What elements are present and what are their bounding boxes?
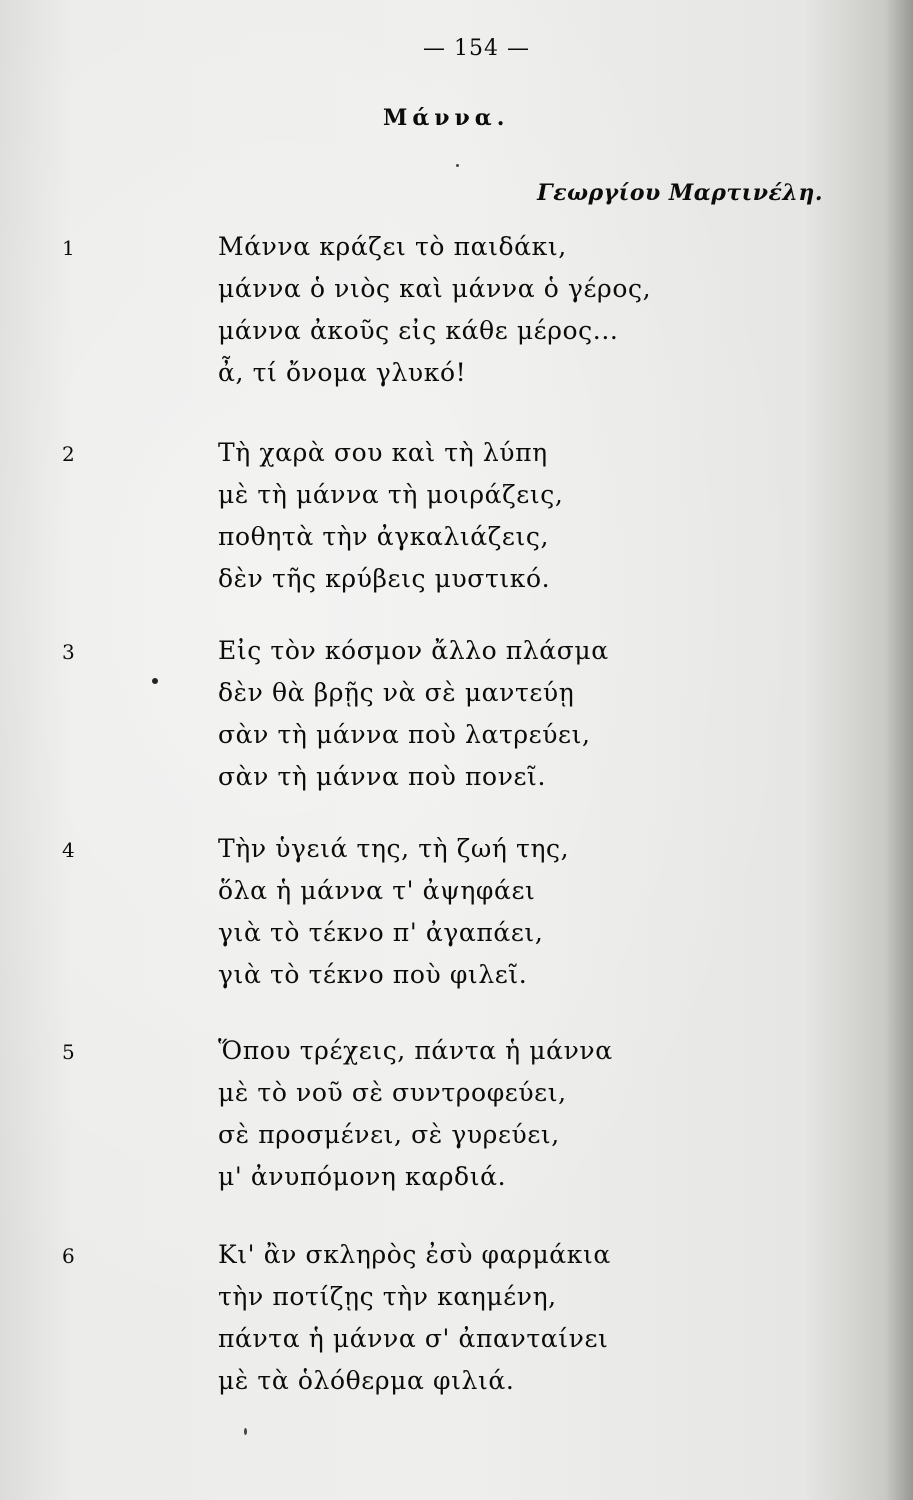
stanza-number: 5	[62, 1040, 75, 1064]
poem-title: Μάννα.	[383, 105, 510, 131]
verse-line: Ὅπου τρέχεις, πάντα ἡ μάννα	[218, 1036, 613, 1065]
verse-line: δὲν τῆς κρύβεις μυστικό.	[218, 564, 551, 593]
verse-line: Μάννα κράζει τὸ παιδάκι,	[218, 232, 567, 261]
verse-line: σὰν τὴ μάννα ποὺ λατρεύει,	[218, 720, 591, 749]
verse-line: Κι' ἂν σκληρὸς ἐσὺ φαρμάκια	[218, 1240, 611, 1269]
verse-line: μὲ τὴ μάννα τὴ μοιράζεις,	[218, 480, 564, 509]
verse-line: μ' ἀνυπόμονη καρδιά.	[218, 1162, 507, 1191]
stanza-number: 3	[62, 640, 75, 664]
page-number	[0, 36, 913, 61]
verse-line: Τὴ χαρὰ σου καὶ τὴ λύπη	[218, 438, 548, 467]
verse-line: ἆ, τί ὄνομα γλυκό!	[218, 358, 467, 387]
poem-author: Γεωργίου Μαρτινέλη.	[537, 180, 823, 206]
verse-line: Τὴν ὑγειά της, τὴ ζωή της,	[218, 834, 570, 863]
ink-speck	[456, 164, 459, 167]
verse-line: γιὰ τὸ τέκνο ποὺ φιλεῖ.	[218, 960, 528, 989]
verse-line: μάννα ἀκοῦς εἰς κάθε μέρος...	[218, 316, 619, 345]
verse-line: μὲ τὸ νοῦ σὲ συντροφεύει,	[218, 1078, 567, 1107]
stanza-number: 1	[62, 236, 75, 260]
ink-dot	[152, 678, 158, 684]
verse-line: πάντα ἡ μάννα σ' ἀπανταίνει	[218, 1324, 609, 1353]
page-edge-shadow	[885, 0, 913, 1500]
verse-line: τὴν ποτίζῃς τὴν καημένη,	[218, 1282, 557, 1311]
verse-line: ποθητὰ τὴν ἀγκαλιάζεις,	[218, 522, 550, 551]
verse-line: σὰν τὴ μάννα ποὺ πονεῖ.	[218, 762, 547, 791]
verse-line: σὲ προσμένει, σὲ γυρεύει,	[218, 1120, 560, 1149]
verse-line: μὲ τὰ ὁλόθερμα φιλιά.	[218, 1366, 515, 1395]
verse-line: ὅλα ἡ μάννα τ' ἀψηφάει	[218, 876, 536, 905]
verse-line: γιὰ τὸ τέκνο π' ἀγαπάει,	[218, 918, 544, 947]
stanza-number: 2	[62, 442, 75, 466]
verse-line: δὲν θὰ βρῇς νὰ σὲ μαντεύῃ	[218, 678, 575, 707]
stanza-number: 6	[62, 1244, 75, 1268]
verse-line: μάννα ὁ νιὸς καὶ μάννα ὁ γέρος,	[218, 274, 652, 303]
verse-line: Εἰς τὸν κόσμον ἄλλο πλάσμα	[218, 636, 609, 665]
stanza-number: 4	[62, 838, 75, 862]
page-number-text: — 154 —	[423, 36, 530, 61]
ink-speck	[244, 1428, 247, 1435]
